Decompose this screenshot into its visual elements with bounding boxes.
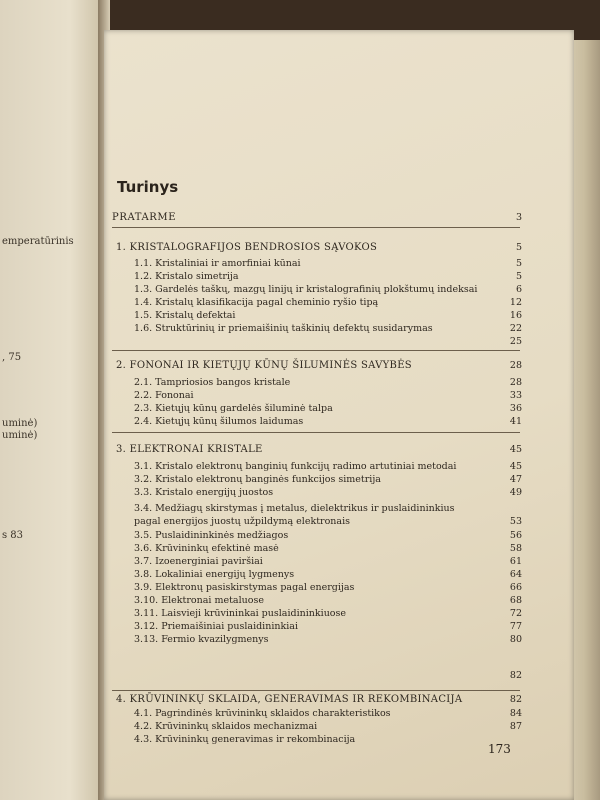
toc-entry-title: 1.4. Kristalų klasifikacija pagal cheminio ryšio tipą — [134, 297, 379, 308]
toc-subentry — [112, 416, 522, 430]
toc-entry — [112, 212, 522, 226]
toc-entry-page: 82 — [509, 694, 522, 705]
toc-entry — [112, 694, 522, 708]
toc-subentry — [112, 487, 522, 501]
toc-entry-page: 41 — [509, 416, 522, 427]
toc-subentry — [112, 543, 522, 557]
toc-entry-title: 1.2. Kristalo simetrija — [134, 271, 239, 282]
toc-entry-page: 47 — [509, 474, 522, 485]
toc-entry-page: 45 — [509, 461, 522, 472]
toc-entry-title: 4.2. Krūvininkų sklaidos mechanizmai — [134, 721, 318, 732]
toc-entry-title: 1.5. Kristalų defektai — [134, 310, 236, 321]
toc-entry-title: 3.11. Laisvieji krūvininkai puslaidininkiuose — [134, 608, 347, 619]
toc-subentry — [112, 323, 522, 337]
toc-entry-page: 58 — [509, 543, 522, 554]
toc-entry-page: 77 — [509, 621, 522, 632]
toc-entry-page: 66 — [509, 582, 522, 593]
toc-entry-title: 2.2. Fononai — [134, 390, 194, 401]
toc-subentry — [112, 474, 522, 488]
toc-entry-title: 3.10. Elektronai metaluose — [134, 595, 264, 606]
toc-entry-page: 25 — [509, 336, 522, 347]
toc-entry-title: 3.3. Kristalo energijų juostos — [134, 487, 274, 498]
toc-entry-page: 5 — [515, 258, 522, 269]
toc-subentry — [112, 503, 522, 517]
toc-entry-page: 12 — [509, 297, 522, 308]
toc-subentry — [112, 258, 522, 272]
toc-entry-title: 2.3. Kietųjų kūnų gardelės šiluminė talpa — [134, 403, 333, 414]
toc-subentry — [112, 403, 522, 417]
toc-entry-page: 22 — [509, 323, 522, 334]
toc-entry-title: 3. ELEKTRONAI KRISTALE — [116, 444, 263, 455]
section-rule — [112, 432, 520, 433]
toc-entry-page: 33 — [509, 390, 522, 401]
toc-entry-title: 3.8. Lokaliniai energijų lygmenys — [134, 569, 295, 580]
toc-entry-title: 1.6. Struktūrinių ir priemaišinių taškinių defektų susidarymas — [134, 323, 433, 334]
left-page-fragment: uminė) — [2, 430, 38, 441]
toc-entry-title: 1.1. Kristaliniai ir amorfiniai kūnai — [134, 258, 301, 269]
left-page-fragment: , 75 — [2, 352, 22, 363]
toc-subentry — [112, 595, 522, 609]
toc-entry-title: 4. KRŪVININKŲ SKLAIDA, GENERAVIMAS IR REKOMBINACIJA — [116, 694, 463, 705]
toc-subentry — [112, 670, 522, 684]
toc-entry — [112, 444, 522, 458]
toc-subentry — [112, 377, 522, 391]
toc-subentry — [112, 310, 522, 324]
toc-entry-title: 3.9. Elektronų pasiskirstymas pagal energijas — [134, 582, 355, 593]
toc-subentry — [112, 608, 522, 622]
section-rule — [112, 227, 520, 228]
toc-subentry — [112, 634, 522, 648]
toc-subentry — [112, 708, 522, 722]
toc-entry-title: 3.6. Krūvininkų efektinė masė — [134, 543, 279, 554]
toc-entry-title: 3.7. Izoenerginiai paviršiai — [134, 556, 263, 567]
toc-entry-page: 64 — [509, 569, 522, 580]
toc-entry-title: 3.13. Fermio kvazilygmenys — [134, 634, 269, 645]
toc-subentry — [112, 556, 522, 570]
toc-entry-title: 2.1. Tampriosios bangos kristale — [134, 377, 291, 388]
left-page-fragment: uminė) — [2, 418, 38, 429]
toc-entry-title: 4.1. Pagrindinės krūvininkų sklaidos charakteristikos — [134, 708, 391, 719]
toc-subentry — [112, 516, 522, 530]
toc-subentry — [112, 721, 522, 735]
toc-entry-page: 28 — [509, 377, 522, 388]
toc-subentry — [112, 390, 522, 404]
toc-entry-page: 80 — [509, 634, 522, 645]
toc-entry-title: 1. KRISTALOGRAFIJOS BENDROSIOS SĄVOKOS — [116, 242, 378, 253]
toc-entry — [112, 360, 522, 374]
toc-subentry — [112, 461, 522, 475]
left-page-fragment: emperatūrinis — [2, 236, 74, 247]
toc-entry-title: 3.4. Medžiagų skirstymas į metalus, dielektrikus ir puslaidininkius — [134, 503, 455, 514]
toc-entry-page: 72 — [509, 608, 522, 619]
toc-entry-page: 87 — [509, 721, 522, 732]
toc-entry-page: 6 — [515, 284, 522, 295]
toc-entry-page: 49 — [509, 487, 522, 498]
toc-subentry — [112, 336, 522, 350]
toc-entry-page: 56 — [509, 530, 522, 541]
toc-title: Turinys — [117, 178, 179, 196]
toc-entry-title: 3.12. Priemaišiniai puslaidininkiai — [134, 621, 298, 632]
toc-subentry — [112, 569, 522, 583]
toc-subentry — [112, 271, 522, 285]
section-rule — [112, 350, 520, 351]
toc-subentry — [112, 284, 522, 298]
toc-subentry — [112, 582, 522, 596]
section-rule — [112, 690, 520, 691]
toc-subentry — [112, 297, 522, 311]
toc-entry-title: 3.1. Kristalo elektronų banginių funkcijų radimo artutiniai metodai — [134, 461, 457, 472]
toc-entry-page: 82 — [509, 670, 522, 681]
toc-entry-page: 3 — [515, 212, 522, 223]
toc-entry-title: 3.2. Kristalo elektronų banginės funkcijos simetrija — [134, 474, 381, 485]
toc-entry-page: 53 — [509, 516, 522, 527]
toc-entry-page: 84 — [509, 708, 522, 719]
left-page — [0, 0, 100, 800]
toc-entry-title: 3.5. Puslaidininkinės medžiagos — [134, 530, 289, 541]
left-page-fragment: s 83 — [2, 530, 24, 541]
toc-entry-title: 1.3. Gardelės taškų, mazgų linijų ir kristalografinių plokštumų indeksai — [134, 284, 478, 295]
toc-entry-title: pagal energijos juostų užpildymą elektronais — [134, 516, 350, 527]
toc-subentry — [112, 530, 522, 544]
toc-entry-page: 61 — [509, 556, 522, 567]
toc-entry-page: 16 — [509, 310, 522, 321]
toc-entry-page: 5 — [515, 271, 522, 282]
toc-entry-page: 45 — [509, 444, 522, 455]
toc-entry-title: 2.4. Kietųjų kūnų šilumos laidumas — [134, 416, 304, 427]
toc-entry-page: 5 — [515, 242, 522, 253]
toc-entry-page: 36 — [509, 403, 522, 414]
toc-entry-page: 68 — [509, 595, 522, 606]
toc-subentry — [112, 734, 522, 748]
toc-subentry — [112, 621, 522, 635]
toc-entry-title: 4.3. Krūvininkų generavimas ir rekombinacija — [134, 734, 356, 745]
toc-entry-title: PRATARME — [112, 212, 177, 223]
page-number: 173 — [488, 742, 511, 756]
toc-entry-title: 2. FONONAI IR KIETŲJŲ KŪNŲ ŠILUMINĖS SAVYBĖS — [116, 360, 412, 371]
toc-entry — [112, 242, 522, 256]
toc-entry-page: 28 — [509, 360, 522, 371]
